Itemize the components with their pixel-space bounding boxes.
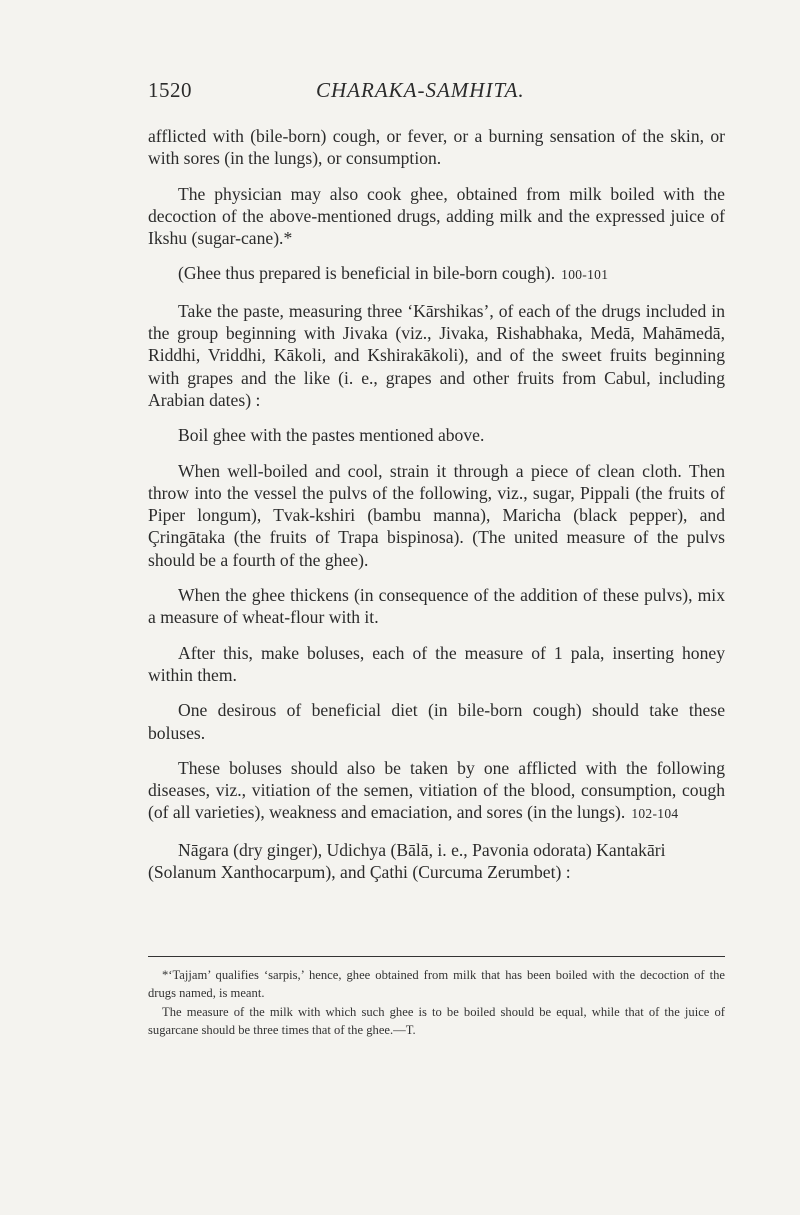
paragraph: Boil ghee with the pastes mentioned above. — [178, 425, 485, 446]
paragraph: afflicted with (bile-born) cough, or fever, or a burning sensation of the skin, or with sores (in the lungs), or consumption. — [148, 126, 725, 169]
footnotes — [148, 966, 725, 1040]
sutra-number: 102-104 — [631, 806, 679, 822]
paragraph: When well-boiled and cool, strain it through a piece of clean cloth. Then throw into the vessel the pulvs of the following, viz., sugar, Pippali (the fruits of Piper longum), Tvak-kshiri (bambu manna), Maricha (black pepper), and Çringātaka (the fruits of Trapa bispinosa). (The united measure of the pulvs should be a fourth of the ghee). — [148, 460, 725, 570]
page-number: 1520 — [148, 78, 192, 102]
paragraph: The physician may also cook ghee, obtained from milk boiled with the decoction of the above-mentioned drugs, adding milk and the expressed juice of Ikshu (sugar-cane).* — [148, 183, 725, 249]
running-title: CHARAKA-SAMHITA. — [316, 78, 525, 102]
paragraph: Nāgara (dry ginger), Udichya (Bālā, i. e., Pavonia odorata) Kantakāri (Solanum Xanthocarpum), and Çathi (Curcuma Zerumbet) : — [148, 839, 666, 883]
paragraph-with-sutra-number — [148, 262, 725, 286]
paragraph: After this, make boluses, each of the measure of 1 pala, inserting honey within them. — [148, 642, 725, 685]
body-text — [148, 125, 725, 883]
footnote: *‘Tajjam’ qualifies ‘sarpis,’ hence, ghee obtained from milk that has been boiled with the decoction of the drugs named, is meant. — [148, 968, 725, 1001]
page-header — [148, 78, 723, 108]
paragraph-text: (Ghee thus prepared is beneficial in bile-born cough). — [178, 263, 556, 284]
sutra-number: 100-101 — [561, 267, 609, 283]
paragraph: When the ghee thickens (in consequence of the addition of these pulvs), mix a measure of wheat-flour with it. — [148, 585, 725, 628]
paragraph: Take the paste, measuring three ‘Kārshikas’, of each of the drugs included in the group beginning with Jivaka (viz., Jivaka, Rishabhaka, Medā, Mahāmedā, Riddhi, Vriddhi, Kākoli, and Kshirakākoli), and of the sweet fruits beginning with grapes and the like (i. e., grapes and other fruits from Cabul, including Arabian dates) : — [148, 300, 725, 410]
footnote-divider — [148, 956, 725, 957]
footnote: The measure of the milk with which such ghee is to be boiled should be equal, while that of the juice of sugarcane should be three times that of the ghee.—T. — [148, 1004, 725, 1038]
paragraph: One desirous of beneficial diet (in bile-born cough) should take these boluses. — [148, 700, 725, 743]
paragraph-text: These boluses should also be taken by one afflicted with the following diseases, viz., vitiation of the semen, vitiation of the blood, consumption, cough (of all varieties), weakness and emaciation, and sores (in the lungs). — [148, 757, 725, 823]
paragraph-with-sutra-number — [148, 757, 725, 826]
